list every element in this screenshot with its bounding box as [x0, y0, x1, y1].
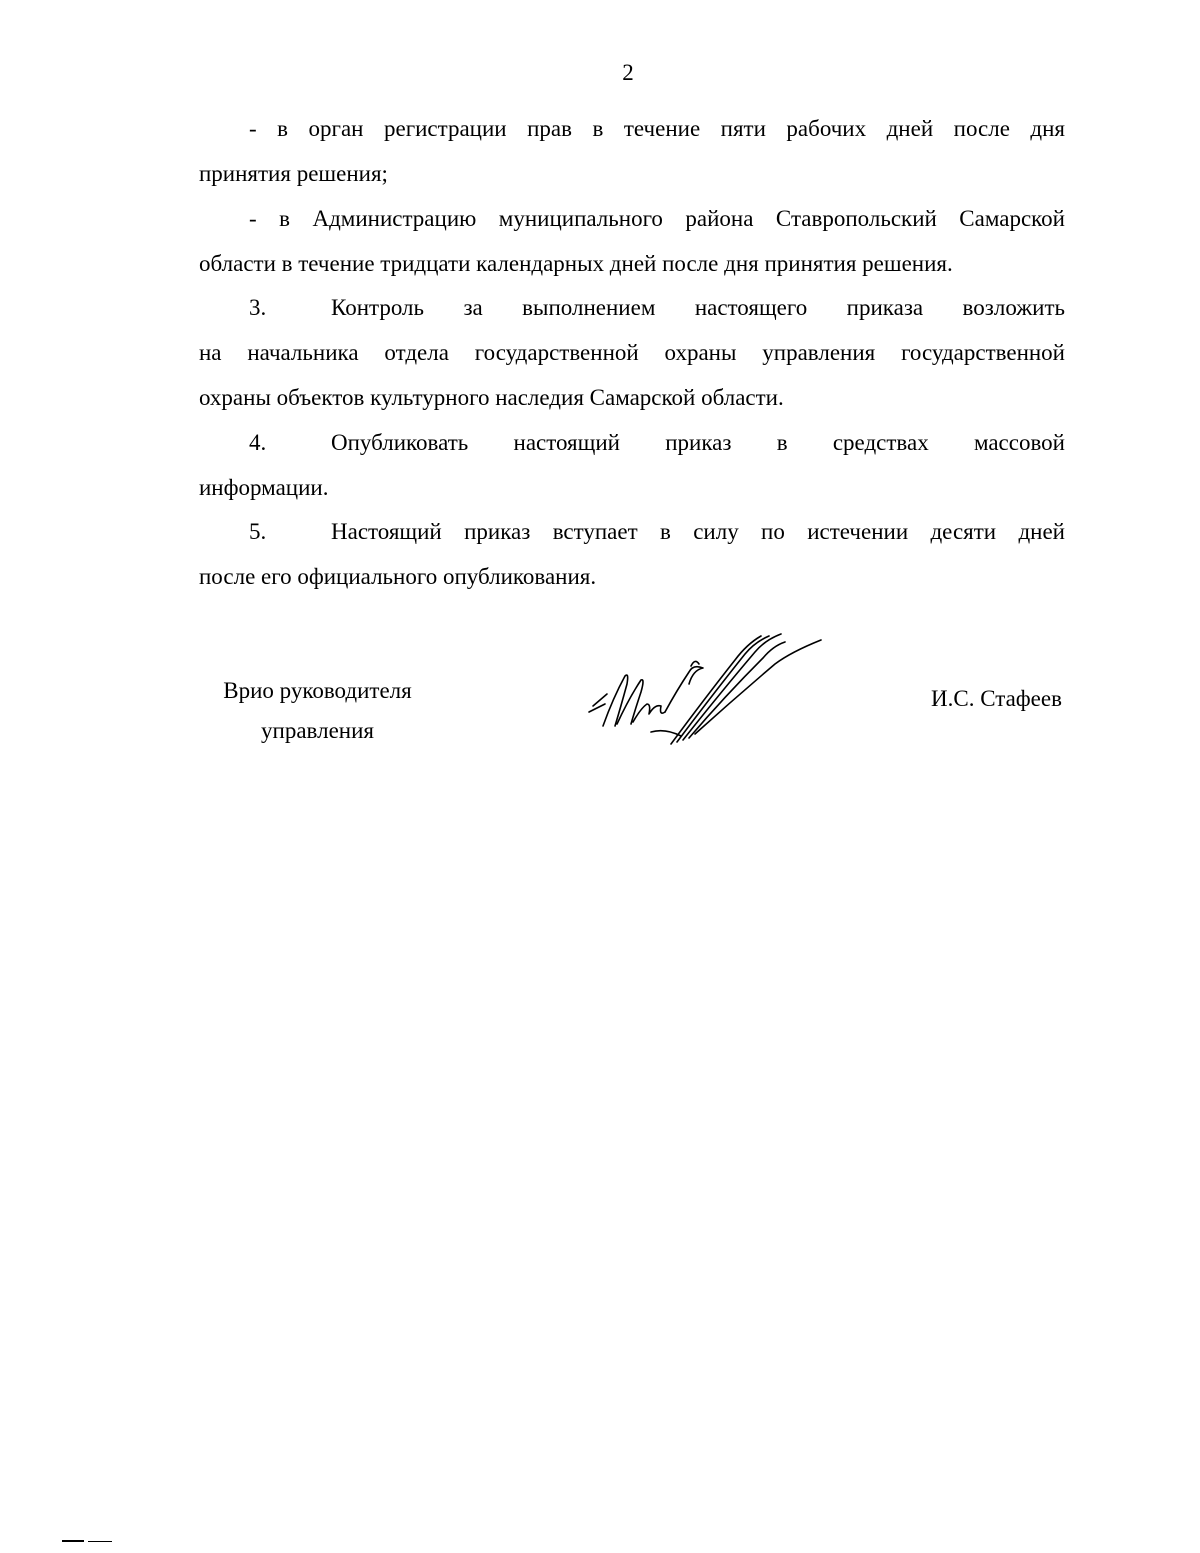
item-3 — [249, 293, 1065, 323]
signatory-name: И.С. Стафеев — [931, 686, 1062, 711]
item-number: 3. — [249, 295, 267, 320]
paragraph-line: Опубликовать настоящий приказ в средствах массовой — [331, 430, 1065, 455]
item-4 — [249, 428, 1065, 458]
position-line: управления — [261, 718, 374, 743]
item-5 — [249, 517, 1065, 547]
paragraph-line: принятия решения; — [199, 161, 388, 186]
paragraph-line: области в течение тридцати календарных дней после дня принятия решения. — [199, 251, 953, 276]
paragraph-line: информации. — [199, 475, 329, 500]
paragraph-line: Контроль за выполнением настоящего приказа возложить — [331, 295, 1065, 320]
position-line: Врио руководителя — [223, 678, 412, 703]
paragraph-line: охраны объектов культурного наследия Самарской области. — [199, 385, 784, 410]
page-number: 2 — [622, 60, 634, 85]
handwritten-signature — [585, 628, 825, 748]
item-number: 4. — [249, 430, 267, 455]
paragraph-line: после его официального опубликования. — [199, 564, 597, 589]
signatory-position — [210, 671, 425, 751]
footer-mark — [62, 1540, 112, 1543]
paragraph-line: на начальника отдела государственной охраны управления государственной — [199, 340, 1065, 365]
paragraph-line: Настоящий приказ вступает в силу по истечении десяти дней — [331, 519, 1065, 544]
paragraph-line: - в Администрацию муниципального района Ставропольский Самарской — [249, 206, 1065, 231]
paragraph-line: - в орган регистрации прав в течение пяти рабочих дней после дня — [249, 116, 1065, 141]
item-number: 5. — [249, 519, 267, 544]
